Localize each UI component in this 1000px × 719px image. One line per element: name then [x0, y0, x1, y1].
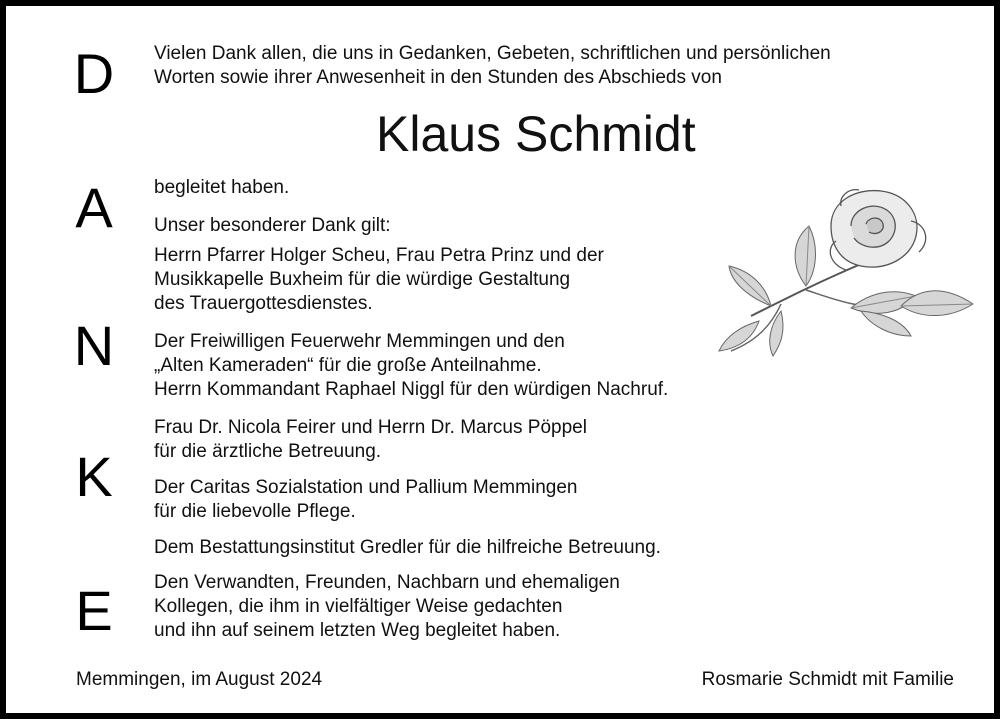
thanks-paragraph-1 — [154, 244, 604, 316]
thanks-paragraph-6 — [154, 571, 620, 643]
paragraph-line: Herrn Pfarrer Holger Scheu, Frau Petra Prinz und der — [154, 245, 604, 266]
intro-line-1: Vielen Dank allen, die uns in Gedanken, Gebeten, schriftlichen und persönlichen — [154, 43, 831, 64]
paragraph-line: Den Verwandten, Freunden, Nachbarn und ehemaligen — [154, 572, 620, 593]
after-name-text: begleitet haben. — [154, 177, 290, 198]
intro-line-2: Worten sowie ihrer Anwesenheit in den Stunden des Abschieds von — [154, 67, 722, 88]
paragraph-line: Frau Dr. Nicola Feirer und Herrn Dr. Marcus Pöppel — [154, 417, 587, 438]
thanks-heading: Unser besonderer Dank gilt: — [154, 215, 391, 236]
danke-letter-k: K — [75, 445, 113, 508]
paragraph-line: Der Freiwilligen Feuerwehr Memmingen und den — [154, 331, 565, 352]
deceased-name: Klaus Schmidt — [376, 106, 696, 162]
thanks-paragraph-5 — [154, 536, 661, 560]
paragraph-line: für die ärztliche Betreuung. — [154, 441, 382, 462]
intro-text — [154, 42, 831, 90]
paragraph-line: und ihn auf seinem letzten Weg begleitet haben. — [154, 620, 561, 641]
paragraph-line: für die liebevolle Pflege. — [154, 501, 356, 522]
signature: Rosmarie Schmidt mit Familie — [701, 669, 954, 690]
paragraph-line: Herrn Kommandant Raphael Niggl für den würdigen Nachruf. — [154, 379, 669, 400]
paragraph-line: Dem Bestattungsinstitut Gredler für die hilfreiche Betreuung. — [154, 537, 661, 558]
paragraph-line: Musikkapelle Buxheim für die würdige Gestaltung — [154, 269, 571, 290]
paragraph-line: Der Caritas Sozialstation und Pallium Memmingen — [154, 477, 578, 498]
rose-drawing-icon — [711, 186, 981, 361]
paragraph-line: „Alten Kameraden“ für die große Anteilnahme. — [154, 355, 542, 376]
thanks-paragraph-4 — [154, 476, 577, 524]
paragraph-line: des Trauergottesdienstes. — [154, 293, 373, 314]
danke-letter-a: A — [75, 176, 113, 239]
place-date: Memmingen, im August 2024 — [76, 669, 323, 690]
danke-letter-e: E — [75, 579, 113, 642]
danke-letter-d: D — [73, 42, 115, 105]
danke-letter-n: N — [73, 314, 115, 377]
paragraph-line: Kollegen, die ihm in vielfältiger Weise gedachten — [154, 596, 563, 617]
thanks-paragraph-3 — [154, 416, 587, 464]
thanks-paragraph-2 — [154, 330, 668, 402]
